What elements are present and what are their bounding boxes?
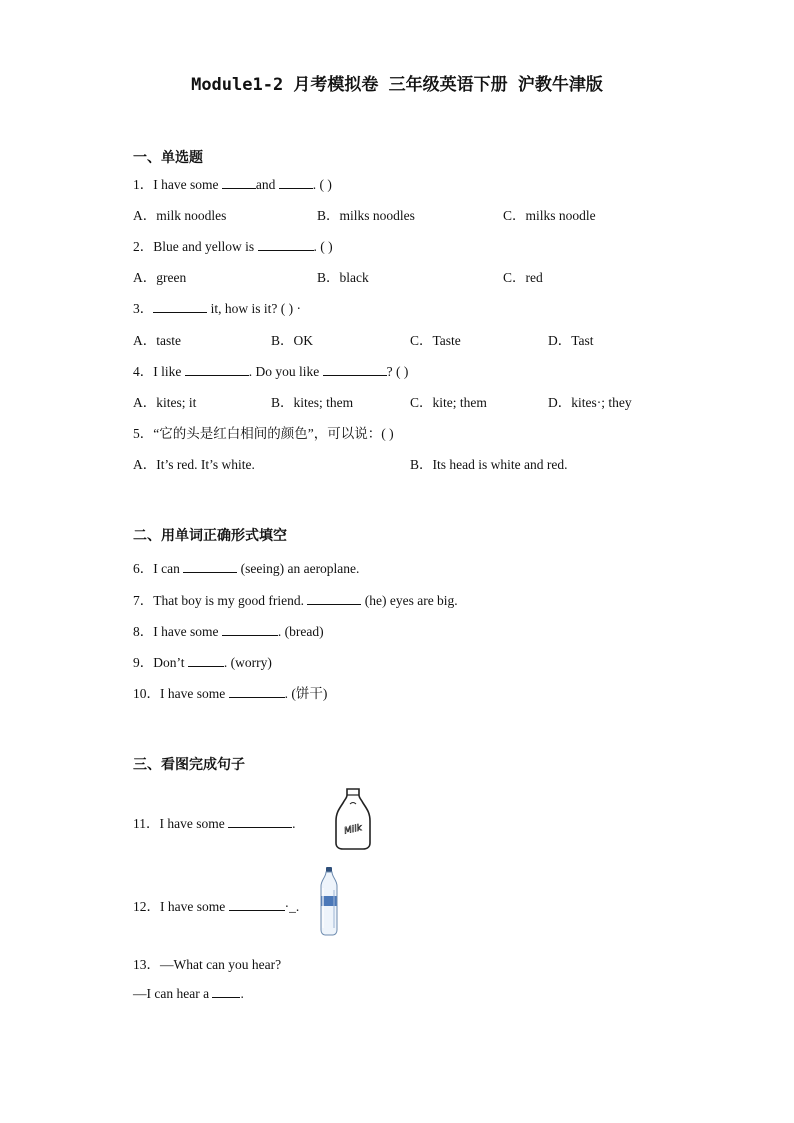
section-heading-2: 二、用单词正确形式填空 [133,528,287,544]
section-heading-1: 一、单选题 [133,150,203,166]
question-11: 11．I have some . [133,816,296,831]
option-2a[interactable]: A．green [133,270,187,285]
question-6: 6．I can (seeing) an aeroplane. [133,561,360,576]
option-4c[interactable]: C．kite; them [410,395,487,410]
option-3d[interactable]: D．Tast [548,333,594,348]
water-bottle-image [317,866,341,936]
question-10: 10．I have some . (饼干) [133,686,328,701]
option-3b[interactable]: B．OK [271,333,314,348]
option-4d[interactable]: D．kites·; they [548,395,632,410]
option-4a[interactable]: A．kites; it [133,395,197,410]
section-heading-3: 三、看图完成句子 [133,757,245,773]
question-7: 7．That boy is my good friend. (he) eyes are big. [133,593,458,608]
question-8: 8．I have some . (bread) [133,624,324,639]
question-2: 2．Blue and yellow is . ( ) [133,239,333,254]
question-3: 3． it, how is it? ( ) · [133,301,301,316]
question-1: 1．I have some and . ( ) [133,177,332,192]
question-13-line2: —I can hear a . [133,986,244,1001]
option-3a[interactable]: A．taste [133,333,181,348]
question-9: 9．Don’t . (worry) [133,655,272,670]
question-5: 5．“它的头是红白相间的颜色”，可以说：( ) [133,426,394,441]
option-1b[interactable]: B．milks noodles [317,208,415,223]
question-13-line1: 13．—What can you hear? [133,957,282,972]
option-5b[interactable]: B．Its head is white and red. [410,457,568,472]
question-12: 12．I have some ·_. [133,899,300,914]
option-1a[interactable]: A．milk noodles [133,208,227,223]
option-5a[interactable]: A．It’s red. It’s white. [133,457,255,472]
option-1c[interactable]: C．milks noodle [503,208,596,223]
option-2c[interactable]: C．red [503,270,543,285]
page-title: Module1-2 月考模拟卷 三年级英语下册 沪教牛津版 [191,75,603,95]
option-3c[interactable]: C．Taste [410,333,461,348]
question-4: 4．I like . Do you like ? ( ) [133,364,409,379]
option-4b[interactable]: B．kites; them [271,395,354,410]
option-2b[interactable]: B．black [317,270,369,285]
milk-bottle-image [334,787,372,851]
milk-label: Milk [343,823,364,837]
